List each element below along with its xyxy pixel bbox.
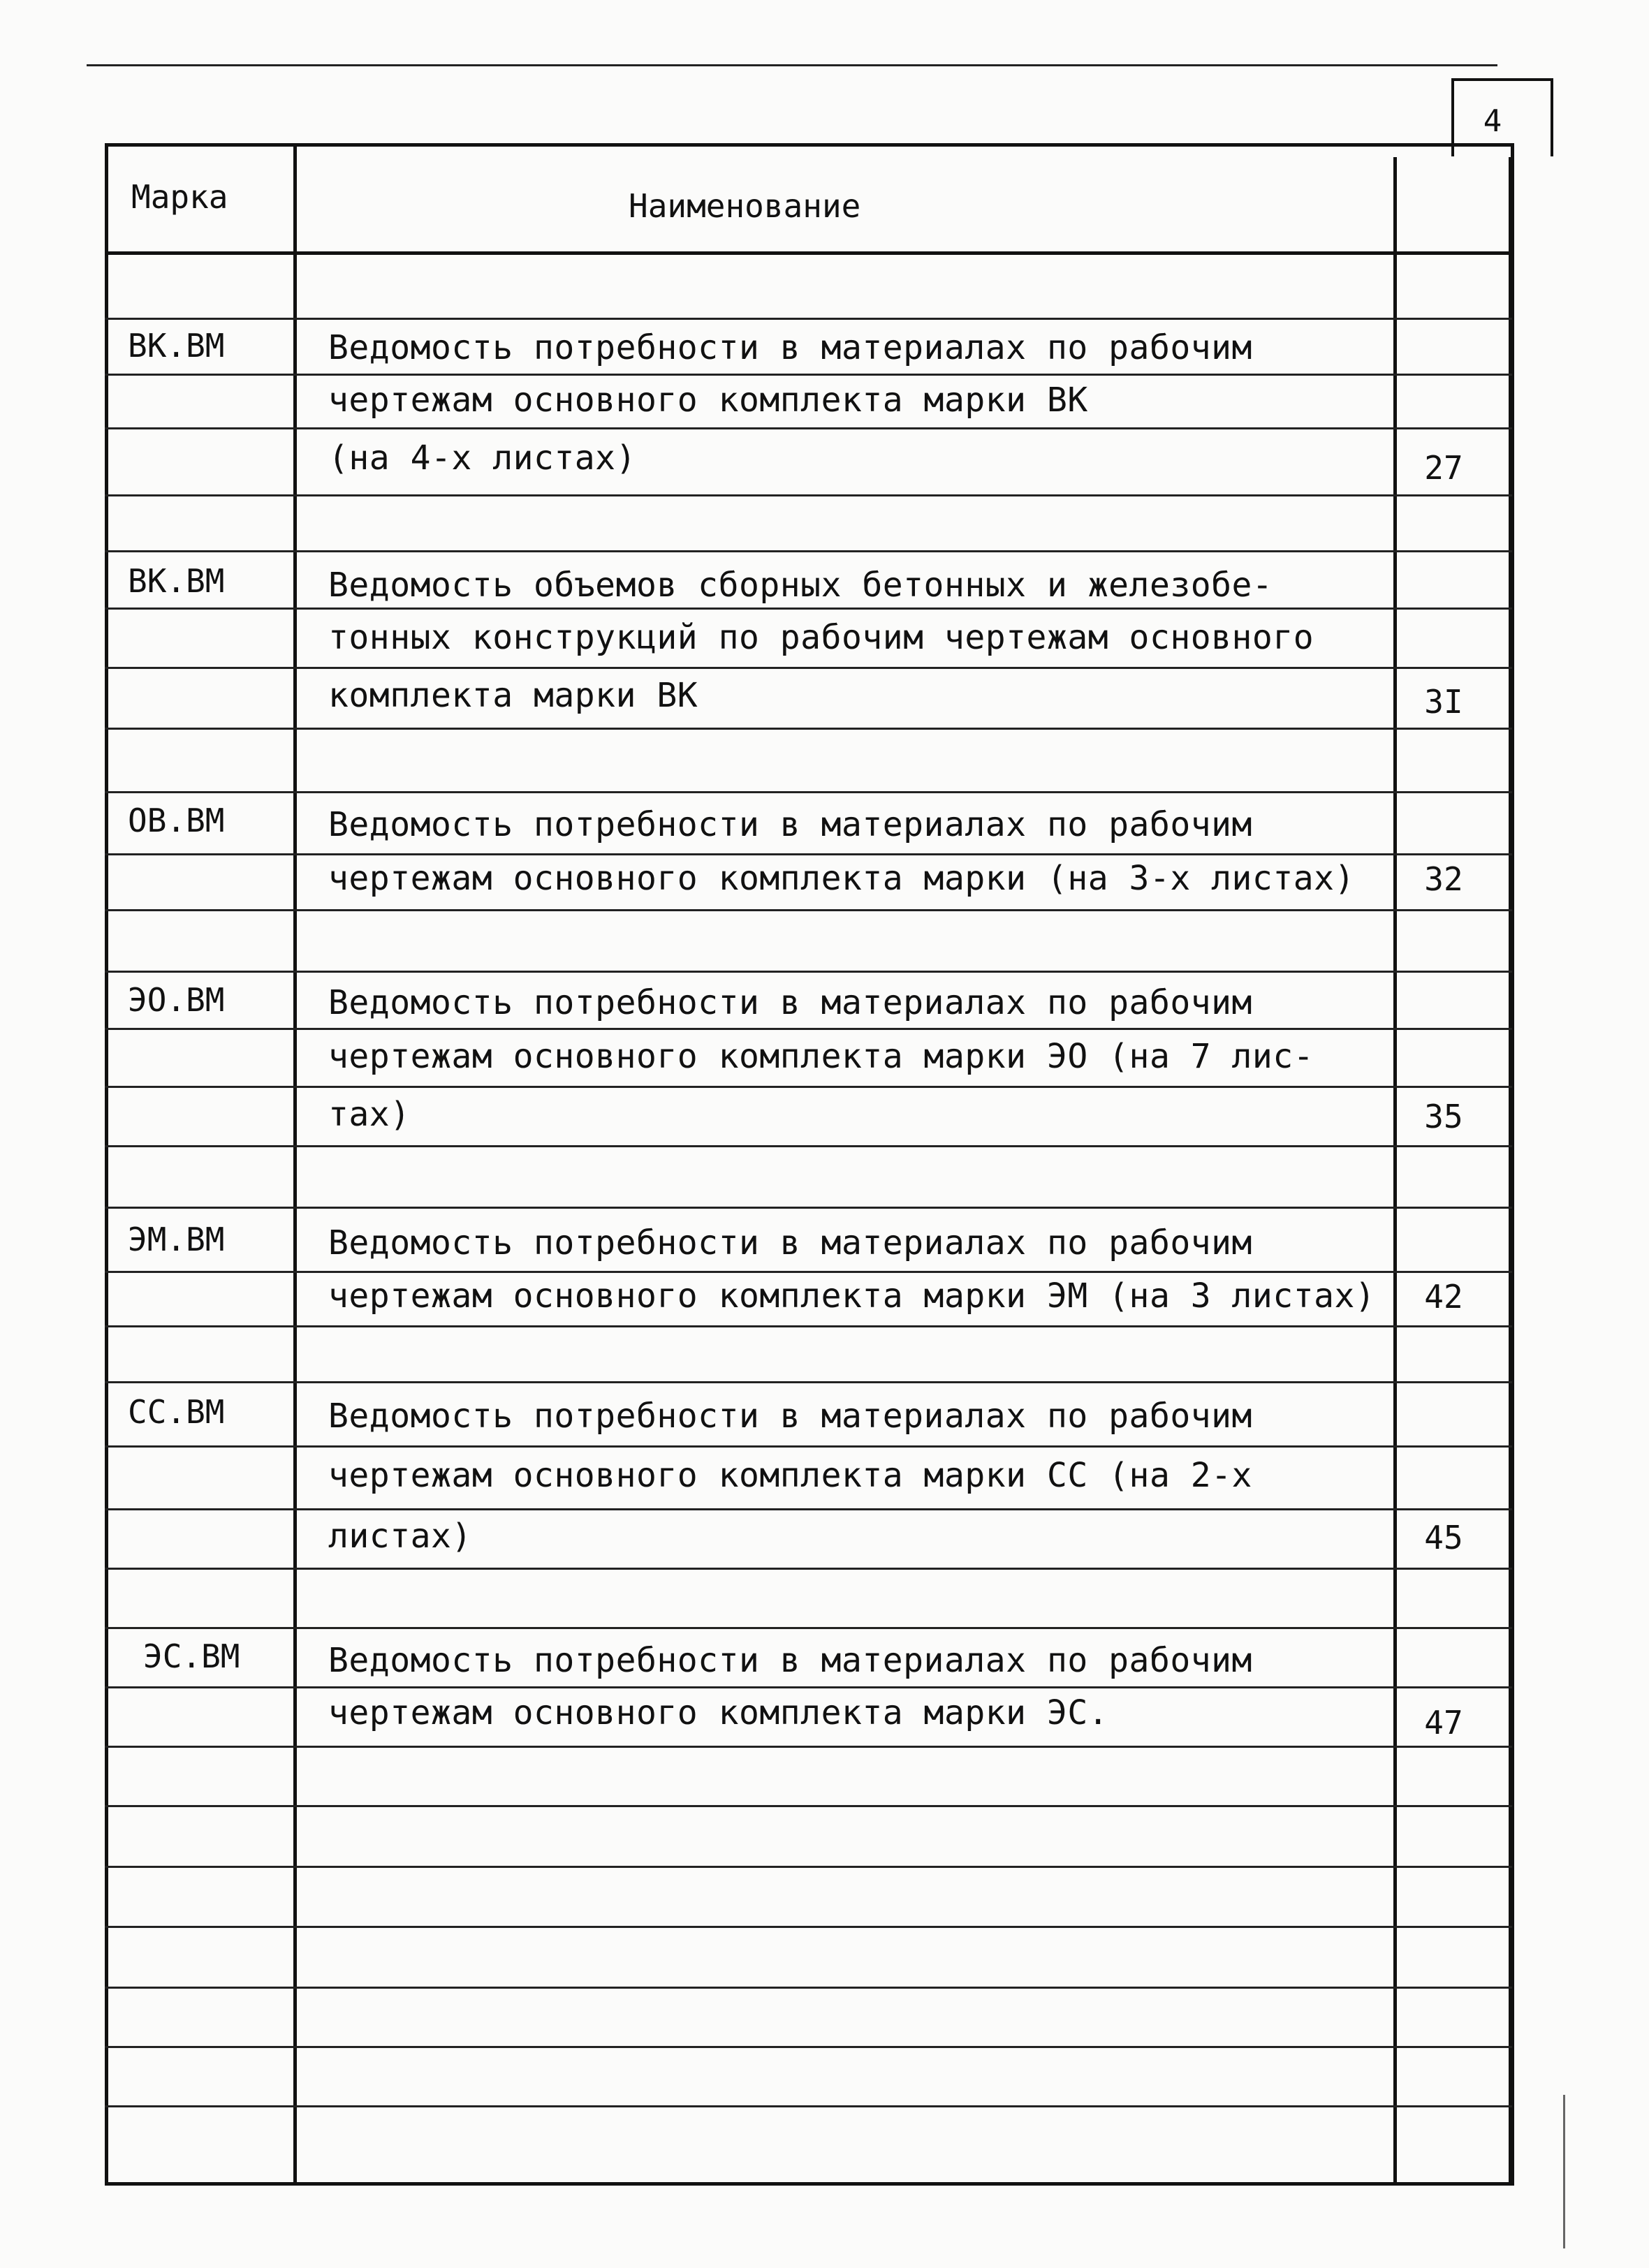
row-rule [105,971,1512,973]
row-rule [105,374,1512,376]
entry-name-line: чертежам основного комплекта марки ЭО (на 7 лис- [328,1037,1314,1076]
header-bottom-rule [105,251,1512,255]
entry-name-line: чертежам основного комплекта марки ЭМ (на 3 листах) [328,1276,1376,1316]
entry-name-line: чертежам основного комплекта марки ВК [328,381,1088,420]
header-mark: Марка [131,178,228,216]
row-rule [105,1746,1512,1748]
entry-name-line: Ведомость потребности в материалах по рабочим [328,1641,1252,1680]
header-name: Наименование [629,187,861,225]
row-rule [105,1508,1512,1510]
row-rule [105,1028,1512,1030]
entry-sheet-number: 47 [1424,1704,1463,1742]
entry-sheet-number: 27 [1424,449,1463,487]
row-rule [105,2105,1512,2107]
entry-name-line: тах) [328,1095,411,1134]
entry-mark: ВК.ВМ [128,562,225,600]
entry-name-line: Ведомость объемов сборных бетонных и железобе- [328,566,1273,605]
row-rule [105,1627,1512,1629]
row-rule [105,1381,1512,1383]
entry-name-line: чертежам основного комплекта марки (на 3-х листах) [328,859,1355,898]
row-rule [105,791,1512,793]
row-rule [105,494,1512,496]
entry-name-line: Ведомость потребности в материалах по рабочим [328,328,1252,367]
entry-mark: СС.ВМ [128,1393,225,1431]
row-rule [105,608,1512,610]
entry-sheet-number: 45 [1424,1519,1463,1556]
entry-name-line: Ведомость потребности в материалах по рабочим [328,1397,1252,1436]
entry-name-line: чертежам основного комплекта марки ЭС. [328,1693,1109,1732]
top-border-line [87,64,1497,66]
entry-sheet-number: 42 [1424,1278,1463,1316]
entry-name-line: комплекта марки ВК [328,676,698,715]
row-rule [105,853,1512,855]
row-rule [105,1207,1512,1209]
page-number: 4 [1483,103,1502,139]
row-rule [105,1445,1512,1448]
row-rule [105,909,1512,911]
entry-name-line: (на 4-х листах) [328,439,636,478]
entry-mark: ЭМ.ВМ [128,1221,225,1258]
entry-mark: ЭС.ВМ [143,1637,240,1675]
column-divider-mark-name [293,143,297,2186]
entry-name-line: тонных конструкций по рабочим чертежам основного [328,618,1314,657]
row-rule [105,1987,1512,1989]
row-rule [105,1866,1512,1868]
row-rule [105,318,1512,320]
row-rule [105,1145,1512,1147]
entry-name-line: листах) [328,1517,472,1556]
entry-name-line: Ведомость потребности в материалах по рабочим [328,805,1252,844]
row-rule [105,1686,1512,1688]
row-rule [105,427,1512,429]
entry-name-line: Ведомость потребности в материалах по рабочим [328,983,1252,1022]
entry-sheet-number: 32 [1424,860,1463,898]
entry-sheet-number: 35 [1424,1098,1463,1135]
entry-sheet-number: 3I [1424,683,1463,721]
row-rule [105,728,1512,730]
row-rule [105,1926,1512,1928]
entry-name-line: Ведомость потребности в материалах по рабочим [328,1223,1252,1262]
entry-mark: ВК.ВМ [128,327,225,364]
row-rule [105,1271,1512,1273]
row-rule [105,550,1512,552]
row-rule [105,1325,1512,1327]
table-right-double-border [1509,157,1512,2186]
row-rule [105,1805,1512,1807]
row-rule [105,1086,1512,1088]
entry-mark: ОВ.ВМ [128,802,225,839]
contents-table [105,143,1514,2186]
entry-mark: ЭО.ВМ [128,981,225,1019]
page-edge-mark [1563,2095,1565,2248]
row-rule [105,2046,1512,2048]
row-rule [105,1568,1512,1570]
entry-name-line: чертежам основного комплекта марки СС (на 2-х [328,1456,1252,1495]
row-rule [105,667,1512,669]
column-divider-name-sheet [1393,157,1397,2186]
